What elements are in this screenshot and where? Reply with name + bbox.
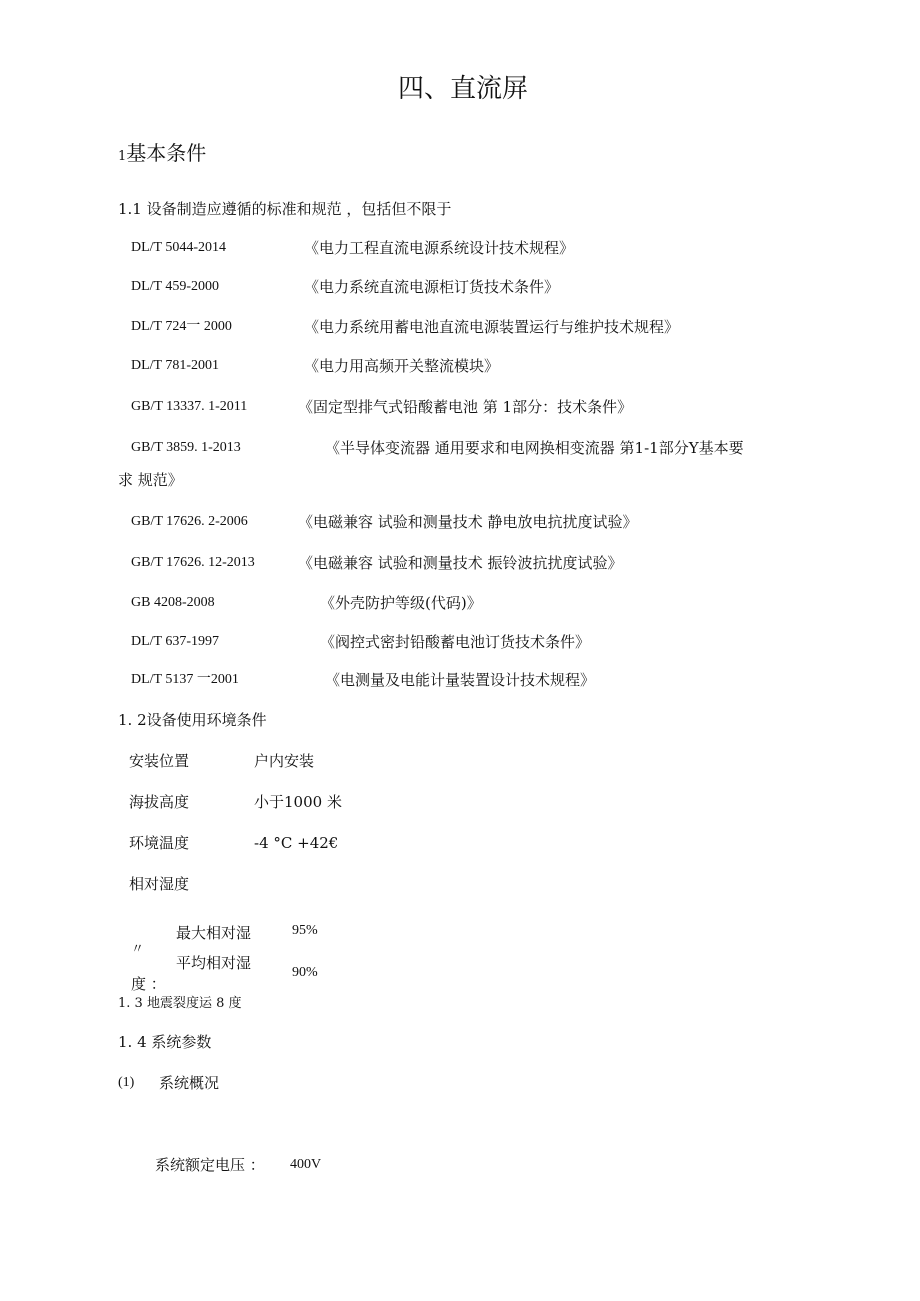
standard-name: 《电测量及电能计量装置设计技术规程》 [325,671,596,689]
voltage-value: 400V [290,1157,322,1172]
item-number: (1) [118,1075,135,1090]
subsection-1-4: 1. 4 系统参数 [118,1033,212,1051]
standard-name: 《固定型排气式铅酸蓄电池 第 1部分：技术条件》 [298,398,633,416]
standard-name: 《阀控式密封铅酸蓄电池订货技术条件》 [320,633,591,651]
standard-name: 《电力系统用蓄电池直流电源装置运行与维护技术规程》 [304,318,680,336]
humidity-tail: 度 ： [131,975,166,993]
standard-code: DL/T 459-2000 [131,279,220,294]
humidity-max-label: 最大相对湿 [176,924,252,942]
standard-name: 《电磁兼容 试验和测量技术 静电放电抗扰度试验》 [298,513,638,531]
standard-code: DL/T 781-2001 [131,358,220,373]
standard-name: 《外壳防护等级(代码)》 [320,594,482,612]
standard-code: DL/T 5137 一2001 [131,672,239,687]
standard-name-continued: 求 规范》 [118,471,183,489]
standard-name: 《电力工程直流电源系统设计技术规程》 [304,239,575,257]
humidity-avg-label: 平均相对湿 [176,954,252,972]
section-number: 1 [118,149,127,164]
standard-code: DL/T 5044-2014 [131,240,227,255]
standard-code: GB/T 17626. 2-2006 [131,514,248,529]
standard-name: 《电力系统直流电源柜订货技术条件》 [304,278,560,296]
standard-code: GB/T 3859. 1-2013 [131,440,241,455]
env-label: 安装位置 [129,752,190,770]
standard-code: DL/T 724一 2000 [131,319,232,334]
standard-code: GB 4208-2008 [131,595,215,610]
env-label: 环境温度 [129,834,190,852]
subsection-1-3: 1. 3 地震裂度运 8 度 [118,996,242,1011]
voltage-label: 系统额定电压 ： [155,1156,265,1174]
page-title: 四、直流屏 [398,74,529,104]
subsection-1-2: 1. 2设备使用环境条件 [118,711,267,729]
standard-code: GB/T 13337. 1-2011 [131,399,248,414]
env-value: 小于1000 米 [254,793,342,811]
standard-name: 《电磁兼容 试验和测量技术 振铃波抗扰度试验》 [298,554,623,572]
standard-name: 《电力用高频开关整流模块》 [304,357,500,375]
ditto-mark: 〃 [131,942,145,957]
humidity-max-value: 95% [292,923,318,938]
env-label: 海拔高度 [129,793,190,811]
standard-code: GB/T 17626. 12-2013 [131,555,255,570]
standard-code: DL/T 637-1997 [131,634,220,649]
humidity-avg-value: 90% [292,965,318,980]
env-value: 户内安装 [254,752,315,770]
item-label: 系统概况 [159,1074,220,1092]
env-value: -4 °C +42€ [254,834,339,852]
env-label: 相对湿度 [129,875,190,893]
subsection-1-1: 1.1 设备制造应遵循的标准和规范 ，包括但不限于 [118,200,452,218]
section-heading-1 [118,140,206,170]
section-label: 基本条件 [126,141,207,165]
standard-name: 《半导体变流器 通用要求和电网换相变流器 第1-1部分Y基本要 [325,439,744,457]
